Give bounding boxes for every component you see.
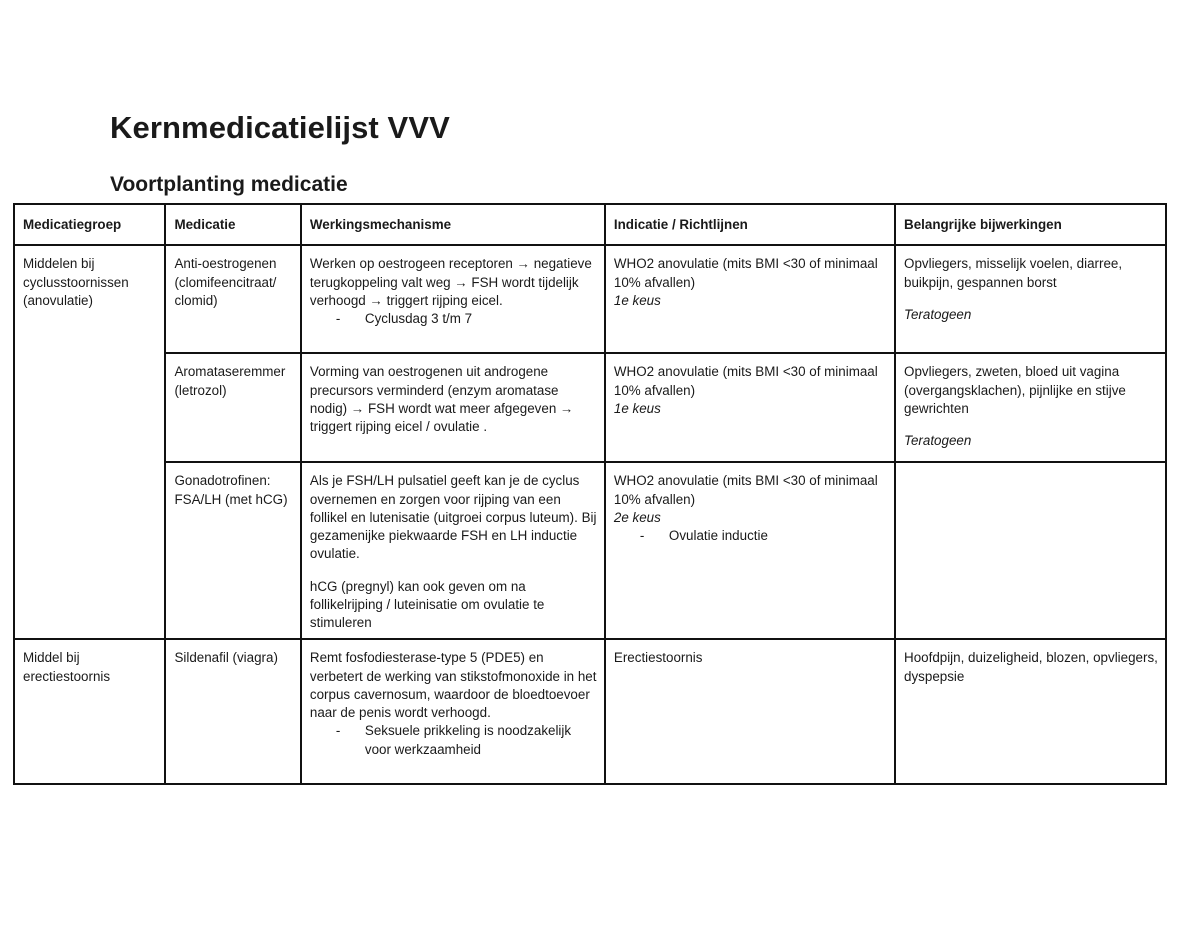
cell-medication xyxy=(165,245,300,353)
cell-mechanism xyxy=(301,639,605,784)
side-effects-text: Hoofdpijn, duizeligheid, blozen, opvliegers, dyspepsie xyxy=(904,650,1158,684)
indication-text: WHO2 anovulatie (mits BMI <30 of minimaal 10% afvallen) xyxy=(613,473,878,507)
side-effects-note: Teratogeen xyxy=(904,306,972,322)
indication-choice: 1e keus xyxy=(613,400,661,416)
cell-mechanism xyxy=(301,462,605,639)
mechanism-extra-text: hCG (pregnyl) kan ook geven om na follikelrijping / luteinisatie om ovulatie te stimuleren xyxy=(309,578,545,631)
group-label: Middel bij erectiestoornis xyxy=(23,650,111,684)
mechanism-text: Vorming van oestrogenen uit androgene precursors verminderd (enzym aromatase nodig) → FSH wordt wat meer afgegeven → triggert rijping eicel / ovulatie . xyxy=(309,364,574,435)
medication-name: Sildenafil (viagra) xyxy=(174,650,278,666)
bullet-text: Seksuele prikkeling is noodzakelijk voor werkzaamheid xyxy=(364,723,572,757)
document-title: Kernmedicatielijst VVV xyxy=(110,110,450,145)
section-subtitle: Voortplanting medicatie xyxy=(110,173,348,196)
indication-text: WHO2 anovulatie (mits BMI <30 of minimaal 10% afvallen) xyxy=(613,256,878,290)
group-label: Middelen bij cyclusstoornissen (anovulatie) xyxy=(23,256,129,308)
mechanism-text: Werken op oestrogeen receptoren → negatieve terugkoppeling valt weg → FSH wordt tijdelijk verhoogd → triggert rijping eicel. xyxy=(309,256,592,308)
cell-mechanism xyxy=(301,245,605,353)
dash-bullet-icon: - xyxy=(335,311,341,327)
mechanism-bullet xyxy=(310,310,598,328)
table-header-row xyxy=(14,204,1166,245)
cell-indication xyxy=(605,462,895,639)
mechanism-text: Remt fosfodiesterase-type 5 (PDE5) en verbetert de werking van stikstofmonoxide in het corpus cavernosum, waardoor de bloedtoevoer naar de penis wordt verhoogd. xyxy=(309,650,597,721)
mechanism-bullet xyxy=(310,722,598,759)
table-row xyxy=(14,353,1166,462)
cell-medication xyxy=(165,462,300,639)
bullet-text: Cyclusdag 3 t/m 7 xyxy=(364,311,473,327)
medication-table xyxy=(13,203,1167,785)
indication-choice: 2e keus xyxy=(613,509,661,525)
cell-indication xyxy=(605,245,895,353)
medication-name: Gonadotrofinen: FSA/LH (met hCG) xyxy=(174,473,288,507)
cell-indication xyxy=(605,353,895,462)
cell-medication xyxy=(165,353,300,462)
cell-medication xyxy=(165,639,300,784)
header-medicatiegroep: Medicatiegroep xyxy=(14,204,165,245)
side-effects-text: Opvliegers, misselijk voelen, diarree, buikpijn, gespannen borst xyxy=(904,256,1123,290)
side-effects-text: Opvliegers, zweten, bloed uit vagina (overgangsklachen), pijnlijke en stijve gewrichten xyxy=(904,364,1126,416)
header-medicatie: Medicatie xyxy=(165,204,300,245)
dash-bullet-icon: - xyxy=(335,723,341,739)
table-row xyxy=(14,245,1166,353)
header-indicatie: Indicatie / Richtlijnen xyxy=(605,204,895,245)
medication-name: Aromataseremmer (letrozol) xyxy=(174,364,286,398)
table-row xyxy=(14,462,1166,639)
cell-mechanism xyxy=(301,353,605,462)
indication-choice: 1e keus xyxy=(613,292,661,308)
cell-side-effects xyxy=(895,245,1166,353)
bullet-text: Ovulatie inductie xyxy=(668,528,768,544)
dash-bullet-icon: - xyxy=(639,528,645,544)
indication-text: WHO2 anovulatie (mits BMI <30 of minimaal 10% afvallen) xyxy=(613,364,878,398)
cell-side-effects xyxy=(895,639,1166,784)
header-werkingsmechanisme: Werkingsmechanisme xyxy=(301,204,605,245)
cell-group-erectiestoornis xyxy=(14,639,165,784)
indication-text: Erectiestoornis xyxy=(613,650,703,666)
header-bijwerkingen: Belangrijke bijwerkingen xyxy=(895,204,1166,245)
indication-bullet xyxy=(614,527,888,545)
cell-side-effects xyxy=(895,353,1166,462)
cell-indication xyxy=(605,639,895,784)
mechanism-text: Als je FSH/LH pulsatiel geeft kan je de cyclus overnemen en zorgen voor rijping van een follikel en lutenisatie (uitgroei corpus luteum). Bij gezamenijke piekwaarde FSH en LH inductie ovulatie. xyxy=(309,473,597,562)
medication-name: Anti-oestrogenen (clomifeencitraat/ clomid) xyxy=(174,256,277,308)
cell-side-effects xyxy=(895,462,1166,639)
side-effects-note: Teratogeen xyxy=(904,433,972,449)
table-row xyxy=(14,639,1166,784)
cell-group-cyclusstoornissen xyxy=(14,245,165,639)
